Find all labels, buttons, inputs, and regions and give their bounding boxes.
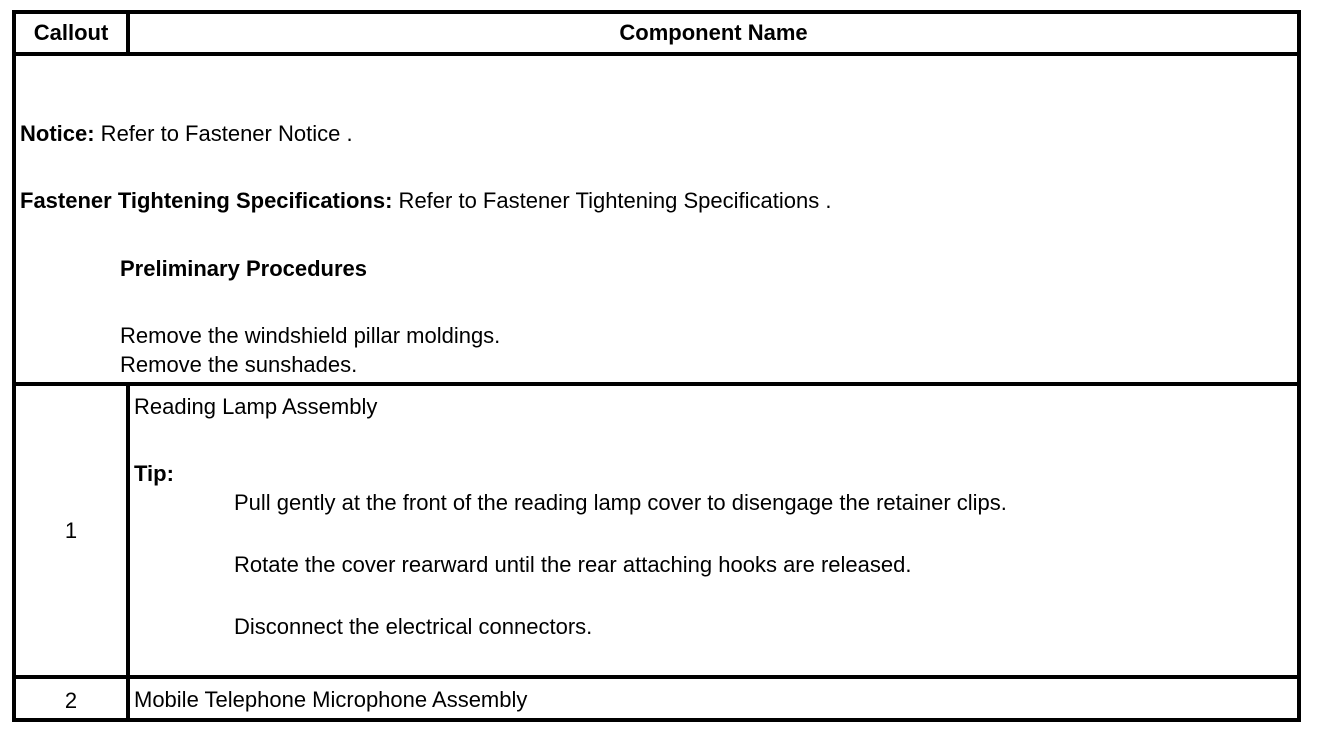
component-cell (130, 679, 1297, 722)
table-row (16, 679, 1297, 722)
table-row (16, 386, 1297, 679)
fastener-spec-line (20, 187, 831, 215)
component-cell (130, 386, 1297, 675)
fastener-spec-label: Fastener Tightening Specifications: (20, 188, 393, 213)
tip-step: Rotate the cover rearward until the rear attaching hooks are released. (234, 552, 912, 577)
preliminary-procedures-heading: Preliminary Procedures (120, 256, 368, 281)
table-header-row (16, 14, 1297, 56)
callout-number: 1 (16, 386, 130, 675)
callout-column-header: Callout (16, 14, 130, 52)
preliminary-step: Remove the windshield pillar moldings. (120, 323, 501, 348)
component-table (12, 10, 1301, 722)
notice-label: Notice: (20, 121, 95, 146)
component-name: Mobile Telephone Microphone Assembly (134, 687, 528, 712)
notice-text: Refer to Fastener Notice . (94, 121, 353, 146)
tip-label: Tip: (134, 461, 174, 486)
component-name-column-header: Component Name (619, 20, 808, 45)
notice-block (16, 56, 1297, 386)
notice-line (20, 120, 353, 148)
tip-step: Pull gently at the front of the reading lamp cover to disengage the retainer clips. (234, 490, 1007, 515)
fastener-spec-text: Refer to Fastener Tightening Specifications . (392, 188, 832, 213)
tip-step: Disconnect the electrical connectors. (234, 614, 593, 639)
preliminary-step: Remove the sunshades. (120, 352, 358, 377)
component-name-column-header-cell (130, 14, 1297, 52)
callout-number: 2 (16, 679, 130, 722)
component-name: Reading Lamp Assembly (134, 394, 378, 419)
